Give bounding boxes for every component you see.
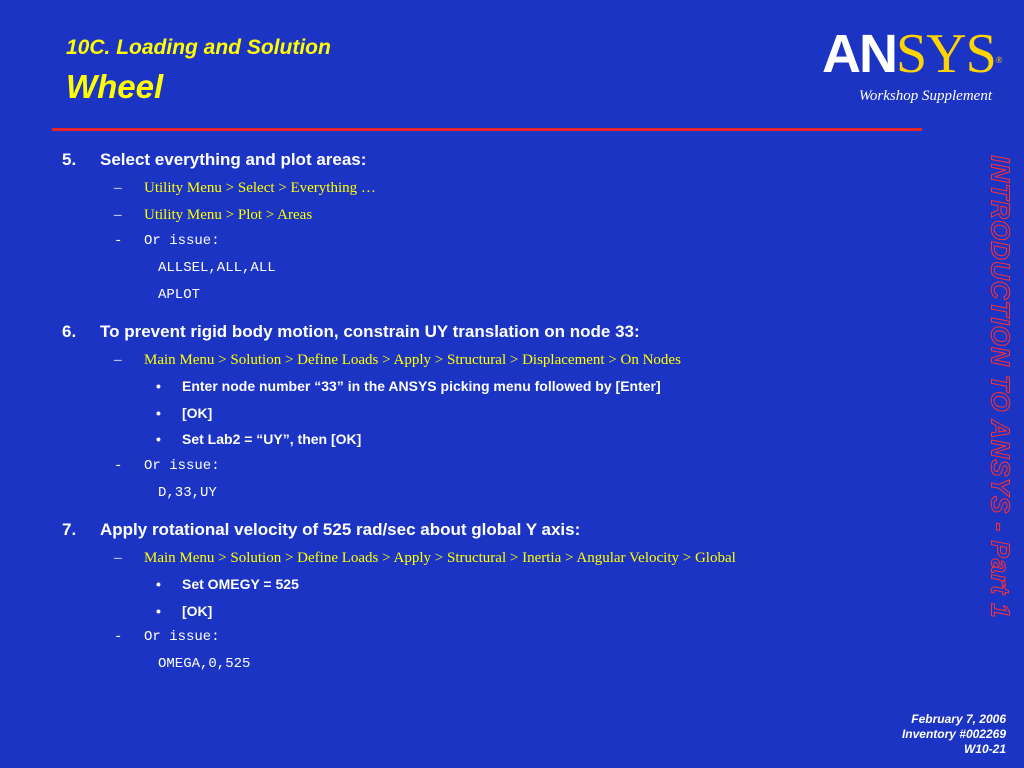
menu-path-text: Utility Menu > Select > Everything … [144, 180, 376, 196]
menu-path: – Utility Menu > Select > Everything … [114, 180, 376, 196]
bullet-item: • Enter node number “33” in the ANSYS picking menu followed by [Enter] [156, 378, 661, 394]
section-title: 10C. Loading and Solution [66, 36, 331, 59]
bullet-item: • Set OMEGY = 525 [156, 576, 299, 592]
or-issue-label: - Or issue: [114, 629, 220, 645]
step-number: 5. [62, 150, 77, 169]
menu-path-text: Main Menu > Solution > Define Loads > Apply > Structural > Inertia > Angular Velocity > Global [144, 550, 736, 566]
step-5 [62, 150, 366, 170]
command-line: D,33,UY [158, 485, 217, 501]
step-text: To prevent rigid body motion, constrain UY translation on node 33: [100, 322, 640, 341]
menu-path: – Main Menu > Solution > Define Loads > Apply > Structural > Displacement > On Nodes [114, 352, 681, 368]
menu-path-text: Utility Menu > Plot > Areas [144, 207, 313, 223]
menu-path: – Utility Menu > Plot > Areas [114, 207, 313, 223]
logo-an: AN [822, 24, 896, 84]
command-line: ALLSEL,ALL,ALL [158, 260, 276, 276]
step-number: 7. [62, 520, 77, 539]
slide-footer [902, 712, 1006, 757]
menu-path: – Main Menu > Solution > Define Loads > Apply > Structural > Inertia > Angular Velocity > Global [114, 550, 736, 566]
bullet-item: • [OK] [156, 603, 213, 619]
ansys-logo [822, 23, 1002, 85]
command-line: OMEGA,0,525 [158, 656, 251, 672]
step-text: Select everything and plot areas: [100, 150, 367, 169]
bullet-item: • Set Lab2 = “UY”, then [OK] [156, 431, 362, 447]
step-7 [62, 520, 580, 540]
step-text: Apply rotational velocity of 525 rad/sec about global Y axis: [100, 520, 581, 539]
footer-page-number: W10-21 [963, 742, 1006, 756]
workshop-supplement-label: Workshop Supplement [858, 88, 992, 104]
or-issue-label: - Or issue: [114, 458, 220, 474]
footer-date: February 7, 2006 [911, 712, 1006, 726]
logo-sys: SYS [896, 23, 996, 85]
step-number: 6. [62, 322, 77, 341]
side-course-title: INTRODUCTION TO ANSYS - Part 1 [985, 155, 1016, 619]
slide-title: Wheel [66, 68, 164, 105]
command-line: APLOT [158, 287, 201, 303]
step-6 [62, 322, 640, 342]
or-issue-label: - Or issue: [114, 233, 220, 249]
logo-registered-mark: ® [995, 55, 1002, 65]
footer-inventory: Inventory #002269 [901, 727, 1006, 741]
header-divider [52, 128, 922, 131]
menu-path-text: Main Menu > Solution > Define Loads > Apply > Structural > Displacement > On Nodes [144, 352, 681, 368]
bullet-item: • [OK] [156, 405, 213, 421]
